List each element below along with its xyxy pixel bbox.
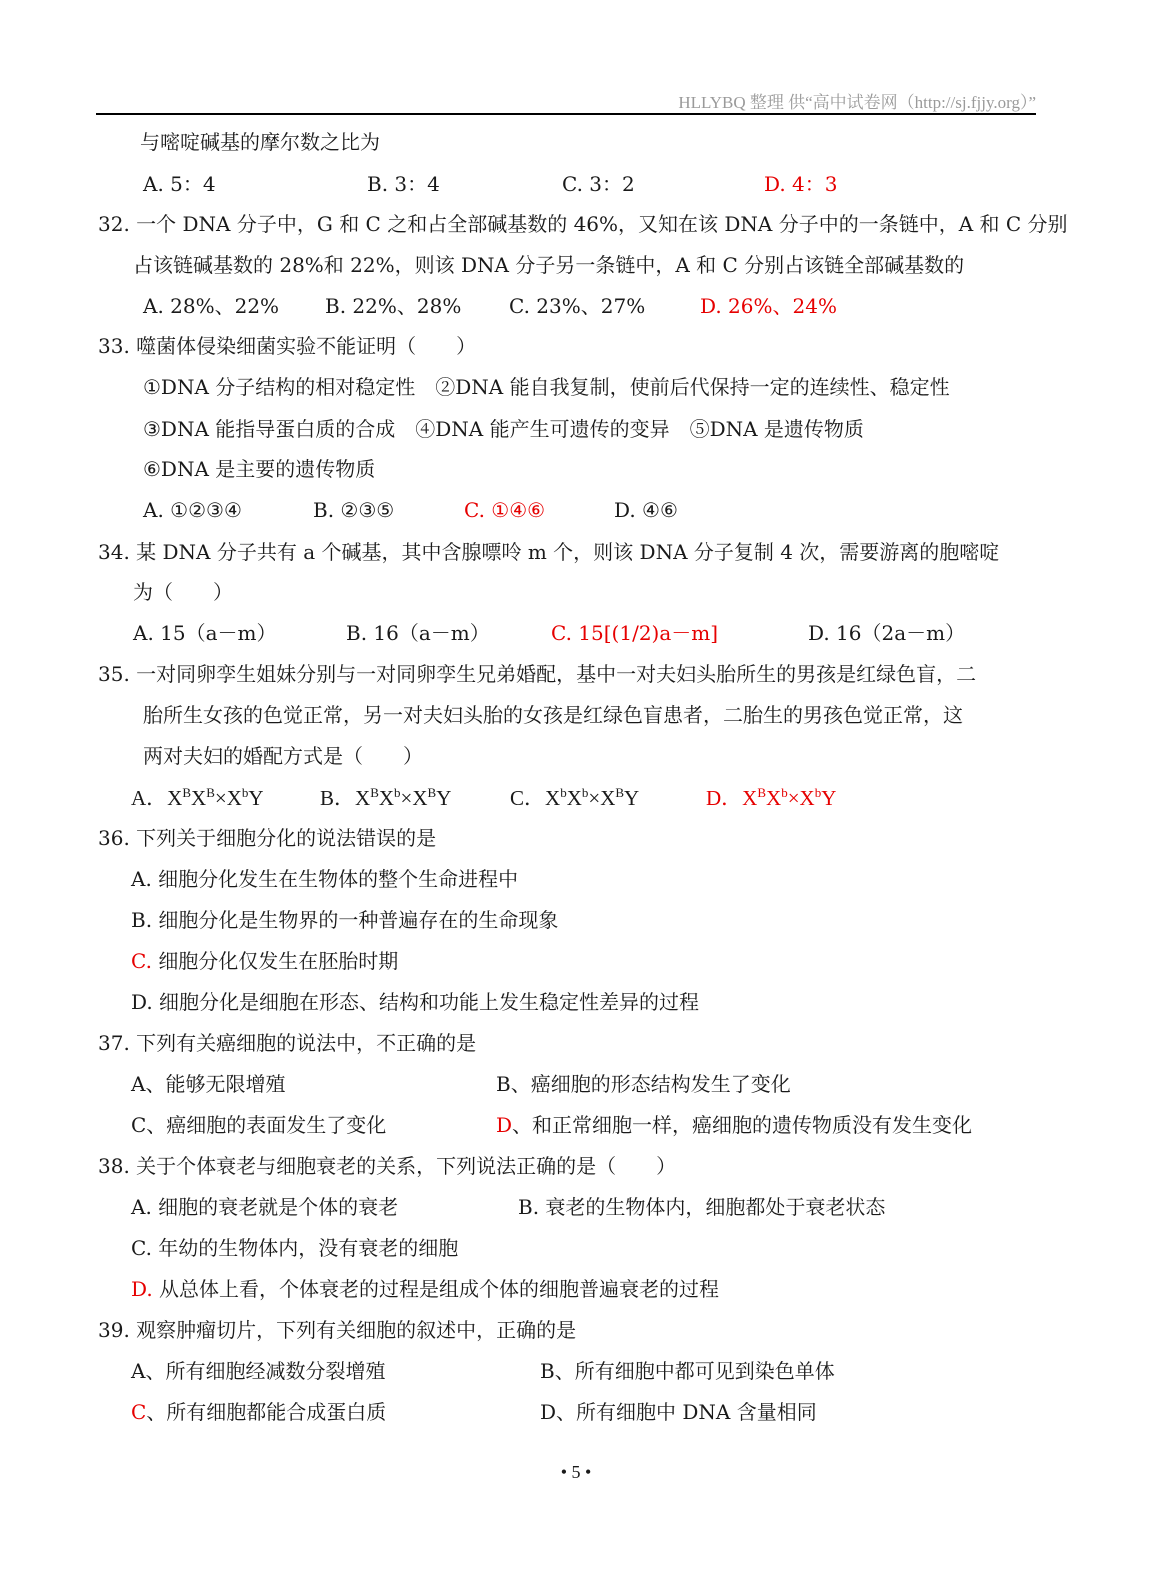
q34-stem-line1: 34. 某 DNA 分子共有 a 个碱基，其中含腺嘌呤 m 个，则该 DNA 分子复制 4 次，需要游离的胞嘧啶 [98, 540, 1000, 564]
q36-option-a: A. 细胞分化发生在生物体的整个生命进程中 [131, 867, 519, 891]
q32-stem-line2: 占该链碱基数的 28%和 22%，则该 DNA 分子另一条链中，A 和 C 分别占该链全部碱基数的 [133, 253, 965, 277]
q33-stem: 33. 噬菌体侵染细菌实验不能证明（ ） [98, 334, 477, 358]
q37-option-d [496, 1112, 972, 1138]
q39-option-a: A、所有细胞经减数分裂增殖 [131, 1359, 386, 1383]
q34-option-a: A. 15（a－m） [133, 621, 277, 645]
q36-option-d: D. 细胞分化是细胞在形态、结构和功能上发生稳定性差异的过程 [131, 990, 700, 1014]
page-header: HLLYBQ 整理 供“高中试卷网（http://sj.fjjy.org）” [678, 93, 1036, 112]
q39-option-d: D、所有细胞中 DNA 含量相同 [540, 1400, 817, 1424]
q33-option-b: B. ②③⑤ [313, 498, 395, 522]
q35-stem-line1: 35. 一对同卵孪生姐妹分别与一对同卵孪生兄弟婚配，基中一对夫妇头胎所生的男孩是红绿色盲，二 [98, 662, 977, 686]
q38-stem: 38. 关于个体衰老与细胞衰老的关系，下列说法正确的是（ ） [98, 1154, 677, 1178]
q38-option-a: A. 细胞的衰老就是个体的衰老 [131, 1195, 399, 1219]
q33-items-line3: ⑥DNA 是主要的遗传物质 [143, 457, 376, 481]
q36-option-c-text: 细胞分化仅发生在胚胎时期 [158, 949, 399, 973]
q39-option-c-answer-letter: C [131, 1400, 147, 1424]
q33-option-a: A. ①②③④ [143, 498, 242, 522]
q33-option-c-answer: C. ①④⑥ [464, 498, 546, 522]
q33-items-line1: ①DNA 分子结构的相对稳定性 ②DNA 能自我复制，使前后代保持一定的连续性、稳定性 [143, 375, 950, 399]
q31-option-b: B. 3：4 [367, 172, 440, 196]
q35-option-c: C．$X^bX^b\times X^BY$ [510, 785, 640, 810]
q35-stem-line3: 两对夫妇的婚配方式是（ ） [143, 744, 423, 768]
q34-option-c-answer: C. 15[(1/2)a－m] [551, 621, 719, 645]
q35-stem-line2: 胎所生女孩的色觉正常，另一对夫妇头胎的女孩是红绿色盲患者，二胎生的男孩色觉正常，这 [143, 703, 963, 727]
q35-option-b: B．$X^BX^b\times X^BY$ [320, 785, 452, 810]
q32-option-c: C. 23%、27% [509, 294, 646, 318]
q39-option-c [131, 1399, 386, 1425]
header-rule [96, 113, 1036, 115]
page-number: • 5 • [560, 1462, 592, 1482]
q38-option-d [131, 1276, 719, 1302]
q31-option-d-answer: D. 4：3 [764, 172, 838, 196]
q38-option-d-answer-letter: D. [131, 1277, 153, 1301]
q39-option-b: B、所有细胞中都可见到染色单体 [540, 1359, 835, 1383]
q37-option-d-answer-letter: D [496, 1113, 513, 1137]
q34-option-d: D. 16（2a－m） [808, 621, 966, 645]
q31-option-c: C. 3：2 [562, 172, 635, 196]
q36-stem: 36. 下列关于细胞分化的说法错误的是 [98, 826, 437, 850]
q36-option-c [131, 948, 398, 974]
q31-option-a: A. 5：4 [143, 172, 216, 196]
q38-option-c: C. 年幼的生物体内，没有衰老的细胞 [131, 1236, 459, 1260]
q36-option-c-answer-letter: C. [131, 949, 152, 973]
q37-option-d-text: 、和正常细胞一样，癌细胞的遗传物质没有发生变化 [512, 1113, 973, 1137]
q33-items-line2: ③DNA 能指导蛋白质的合成 ④DNA 能产生可遗传的变异 ⑤DNA 是遗传物质 [143, 417, 864, 441]
q35-option-d-answer: D．$X^BX^b\times X^bY$ [706, 785, 837, 810]
q34-stem-line2: 为（ ） [133, 580, 233, 604]
q32-stem-line1: 32. 一个 DNA 分子中，G 和 C 之和占全部碱基数的 46%，又知在该 DNA 分子中的一条链中，A 和 C 分别 [98, 212, 1068, 236]
q37-option-b: B、癌细胞的形态结构发生了变化 [496, 1072, 791, 1096]
q38-option-b: B. 衰老的生物体内，细胞都处于衰老状态 [518, 1195, 886, 1219]
q39-option-c-text: 、所有细胞都能合成蛋白质 [146, 1400, 387, 1424]
q38-option-d-text: 从总体上看，个体衰老的过程是组成个体的细胞普遍衰老的过程 [159, 1277, 720, 1301]
q32-option-a: A. 28%、22% [143, 294, 280, 318]
q35-option-a: A．$X^BX^B\times X^bY$ [131, 785, 264, 810]
q32-option-b: B. 22%、28% [325, 294, 462, 318]
q34-option-b: B. 16（a－m） [346, 621, 490, 645]
q32-option-d-answer: D. 26%、24% [700, 294, 837, 318]
q37-option-a: A、能够无限增殖 [131, 1072, 286, 1096]
q39-stem: 39. 观察肿瘤切片，下列有关细胞的叙述中，正确的是 [98, 1318, 577, 1342]
q37-stem: 37. 下列有关癌细胞的说法中，不正确的是 [98, 1031, 477, 1055]
q31-stem-continuation: 与嘧啶碱基的摩尔数之比为 [140, 130, 380, 154]
q37-option-c: C、癌细胞的表面发生了变化 [131, 1113, 387, 1137]
q36-option-b: B. 细胞分化是生物界的一种普遍存在的生命现象 [131, 908, 559, 932]
q33-option-d: D. ④⑥ [614, 498, 678, 522]
